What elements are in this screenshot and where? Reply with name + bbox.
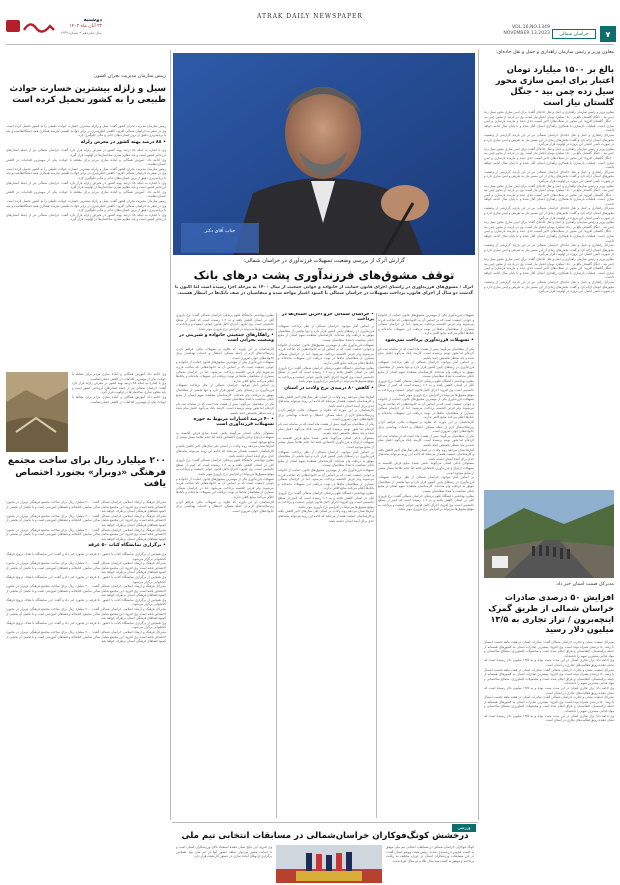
left-body-text6: وی ادامه داد: آموزش همگانی و آماده سازی مردم برای مقابله با حوادث یکی از مهمترین اقدامات در کاهش خسارت‌هاست. <box>6 189 166 199</box>
left-photo <box>6 372 68 452</box>
center-col2-text6: یکی از متقاضیان می‌گوید: بیش از هشت ماه است که در سامانه ثبت نام کرده‌ام اما هنوز نوبتم نرسیده است. کارمند بانک می‌گوید اعتبار تمام شده و باید منتظر تخصیص جدید باشیم. <box>278 422 374 436</box>
right-story2-headline: افزایش ۵۰ درصدی صادرات خراسان شمالی از طریق گمرک اینچه‌برون / تراز تجاری به ۱۳/۵ میلیون دلار رسید <box>488 592 614 635</box>
right-headline: بالغ بر ۱۵۰۰ میلیارد تومان اعتبار برای ایمن سازی محور سیل زده چمن بید - جنگل گلستان نیاز است <box>495 64 614 107</box>
day-name: دوشنبه <box>83 17 102 23</box>
masthead-bar <box>0 0 620 52</box>
bottom-divider <box>172 822 478 823</box>
right-body-text9: معاون وزیر و رئیس سازمان راهداری و حمل و نقل جاده‌ای گفت: برای ایمن سازی محور سیل زده چمن بید - جنگل گلستان بالغ بر ۱۵۰۰ میلیارد تومان اعتبار نیاز است. وی در بازدید از محور چمن بید - جنگل گلستان افزود: این محور در سیلاب‌های اخیر آسیب جدی دیده و نیازمند بازسازی و ایمن سازی است. عملیات بازسازی با همکاری راهداری استان آغاز شده و تا پایان سال ادامه خواهد داشت. <box>484 257 614 280</box>
center-col2-text9: تسهیلات فرزندآوری یکی از مهمترین مشوق‌های قانون حمایت از خانواده و جوانی جمعیت است که بر اساس آن به خانواده‌هایی که صاحب فرزند می‌شوند وام قرض الحسنه پرداخت می‌شود. اما در خراسان شمالی بسیاری از متقاضیان ماه‌ها در نوبت دریافت این تسهیلات مانده‌اند و بانک‌ها اعلام می‌کنند منابع کافی ندارند. <box>278 468 374 491</box>
left-headline: سیل و زلزله بیشترین خسارت حوادث طبیعی را به کشور تحمیل کرده است <box>9 84 166 105</box>
right-column-divider <box>478 50 479 820</box>
right-body <box>484 110 614 490</box>
center-col3-text9: تسهیلات فرزندآوری یکی از مهمترین مشوق‌های قانون حمایت از خانواده و جوانی جمعیت است که بر اساس آن به خانواده‌هایی که صاحب فرزند می‌شوند وام قرض الحسنه پرداخت می‌شود. اما در خراسان شمالی بسیاری از متقاضیان ماه‌ها در نوبت دریافت این تسهیلات مانده‌اند و بانک‌ها اعلام می‌کنند منابع کافی ندارند. <box>176 476 274 499</box>
left-kicker: رییس سازمان مدیریت بحران کشور: <box>93 74 166 79</box>
left-body-text4: رییس سازمان مدیریت بحران کشور گفت: سیل و زلزله بیشترین خسارت حوادث طبیعی را به کشور تحمیل کرده است. وی در سفر به خراسان شمالی افزود: کاهش خطرپذیری در برابر حوادث طبیعی نیازمند همکاری همه دستگاه‌هاست و باید با برنامه‌ریزی دقیق از بروز خسارت‌های جانی و مالی جلوگیری کرد. <box>6 166 166 180</box>
center-col2-text: بر اساس آمار موجود، خراسان شمالی از نظر پرداخت تسهیلات فرزندآوری در رتبه‌های پایین کشور قرار دارد و تنها بخشی از متقاضیان موفق به دریافت وام شده‌اند. کارشناسان معتقدند سهم استان از منابع بانکی متناسب با تعداد متقاضیان نیست. <box>278 324 374 342</box>
center-col2-text11: آمارها نشان می‌دهد روند ولادت در استان طی سال‌های اخیر کاهش یافته و کارشناسان جمعیت هشدار می‌دهند که ادامه این روند می‌تواند پیامدهای جدی برای آینده استان داشته باشد. <box>278 509 374 523</box>
date-english: NOVEMBER 13.2023 <box>503 31 550 36</box>
right-story2-text3: مدیرکل صنعت، معدن و تجارت خراسان شمالی گفت: صادرات استان در هفت ماهه نخست امسال با رشد ۵۰ درصدی همراه بوده است. وی افزود: بیشترین صادرات استان به کشورهای همسایه از جمله ترکمنستان، افغانستان و عراق انجام شده است و محصولات کشاورزی، مصالح ساختمانی و مواد غذایی بیشترین سهم را داشته‌اند. <box>484 667 614 686</box>
masthead-title: ATRAK DAILY NEWSPAPER <box>257 13 363 20</box>
right-story2-text2: وی ادامه داد: تراز تجاری استان در این مدت مثبت بوده و به ۱۳/۵ میلیون دلار رسیده است که نشان دهنده رونق فعالیت‌های تجاری در استان است. <box>484 658 614 667</box>
center-col2-text10: معاون بهداشتی دانشگاه علوم پزشکی خراسان شمالی گفت: نرخ باروری کلی در استان کاهش یافته و به ۱.۹ رسیده است که کمتر از سطح جانشینی است. وی افزود: اجرای کامل قانون جوانی جمعیت و پرداخت به موقع مشوق‌ها می‌تواند در افزایش نرخ باروری موثر باشد. <box>278 490 374 509</box>
left-side-text2: وی با اشاره به اینکه ۸۸ درصد پهنه کشور در معرض زلزله قرار دارد گفت: خراسان شمالی نیز از جمله استان‌های لرزه‌خیز کشور است و باید مقاوم سازی ساختمان‌ها در اولویت قرار گیرد. <box>72 381 166 395</box>
page-number: ۷ <box>605 29 611 39</box>
center-col3-text3: تسهیلات فرزندآوری یکی از مهمترین مشوق‌های قانون حمایت از خانواده و جوانی جمعیت است که بر اساس آن به خانواده‌هایی که صاحب فرزند می‌شوند وام قرض الحسنه پرداخت می‌شود. اما در خراسان شمالی بسیاری از متقاضیان ماه‌ها در نوبت دریافت این تسهیلات مانده‌اند و بانک‌ها اعلام می‌کنند منابع کافی ندارند. <box>176 360 274 383</box>
left-story2-text6: وی همچنین از برگزاری نمایشگاه کتاب با حضور ۵۰ غرفه در بجنورد خبر داد و گفت: این نمایشگاه با هدف ترویج فرهنگ کتابخوانی برگزار می‌شود. <box>6 574 166 584</box>
center-col3-text4: بر اساس آمار موجود، خراسان شمالی از نظر پرداخت تسهیلات فرزندآوری در رتبه‌های پایین کشور قرار دارد و تنها بخشی از متقاضیان موفق به دریافت وام شده‌اند. کارشناسان معتقدند سهم استان از منابع بانکی متناسب با تعداد متقاضیان نیست. <box>176 383 274 402</box>
center-col1-text9: مسئولان بانکی استان می‌گویند بخش عمده منابع قرض الحسنه به تسهیلات ازدواج و فرزندآوری اختصاص یافته اما حجم تقاضا بسیار بیشتر از منابع موجود است. <box>378 461 474 475</box>
center-col3-text7: آمارها نشان می‌دهد روند ولادت در استان طی سال‌های اخیر کاهش یافته و کارشناسان جمعیت هشدار می‌دهند که ادامه این روند می‌تواند پیامدهای جدی برای آینده استان داشته باشد. <box>176 444 274 458</box>
center-col2-sub2: • کاهش ۸۰ درصدی نرخ ولادت در استان <box>284 385 374 391</box>
center-col1-text11: معاون بهداشتی دانشگاه علوم پزشکی خراسان شمالی گفت: نرخ باروری کلی در استان کاهش یافته و به ۱.۹ رسیده است که کمتر از سطح جانشینی است. وی افزود: اجرای کامل قانون جوانی جمعیت و پرداخت به موقع مشوق‌ها می‌تواند در افزایش نرخ باروری موثر باشد. <box>378 493 474 512</box>
center-col3-sub2: • ۴۰ درصد اعتبارات مربوط به حوزه تسهیلات فرزندآوری است <box>193 417 274 428</box>
date-persian: ۲۲ آبان ماه ۱۴۰۲ <box>69 24 102 29</box>
right-body-text5: معاون وزیر و رئیس سازمان راهداری و حمل و نقل جاده‌ای گفت: برای ایمن سازی محور سیل زده چمن بید - جنگل گلستان بالغ بر ۱۵۰۰ میلیارد تومان اعتبار نیاز است. وی در بازدید از محور چمن بید - جنگل گلستان افزود: این محور در سیلاب‌های اخیر آسیب جدی دیده و نیازمند بازسازی و ایمن سازی است. عملیات بازسازی با همکاری راهداری استان آغاز شده و تا پایان سال ادامه خواهد داشت. <box>484 183 614 206</box>
center-kicker: گزارش آترک از بررسی وضعیت تسهیلات فرزندآوری در خراسان شمالی: <box>243 258 405 264</box>
right-story2-text4: وی ادامه داد: تراز تجاری استان در این مدت مثبت بوده و به ۱۳/۵ میلیون دلار رسیده است که نشان دهنده رونق فعالیت‌های تجاری در استان است. <box>484 685 614 695</box>
right-story2-text5: مدیرکل صنعت، معدن و تجارت خراسان شمالی گفت: صادرات استان در هفت ماهه نخست امسال با رشد ۵۰ درصدی همراه بوده است. وی افزود: بیشترین صادرات استان به کشورهای همسایه از جمله ترکمنستان، افغانستان و عراق انجام شده است و محصولات کشاورزی، مصالح ساختمانی و مواد غذایی بیشترین سهم را داشته‌اند. <box>484 695 614 713</box>
center-col2-text5: کارشناسان بر این باورند که علاوه بر تسهیلات مالی، فراهم کردن زیرساخت‌های لازم از جمله مسکن، اشتغال و خدمات بهداشتی برای خانواده‌های جوان ضروری است. <box>278 408 374 422</box>
right-body-text8: مدیرکل راهداری و حمل و نقل جاده‌ای خراسان شمالی نیز در این بازدید گزارشی از وضعیت محورهای استان ارائه کرد و گفت: بخش‌های زیادی از این مسیر نیاز به تعریض و ایمن سازی دارد و در صورت تأمین اعتبار، این پروژه در اولویت قرار می‌گیرد. <box>484 243 614 257</box>
left-sub: • ۸۸ درصد پهنه کشور در معرض زلزله <box>80 139 166 145</box>
center-col2-text3: معاون بهداشتی دانشگاه علوم پزشکی خراسان شمالی گفت: نرخ باروری کلی در استان کاهش یافته و به ۱.۹ رسیده است که کمتر از سطح جانشینی است. وی افزود: اجرای کامل قانون جوانی جمعیت و پرداخت به موقع مشوق‌ها می‌تواند در افزایش نرخ باروری موثر باشد. <box>278 365 374 384</box>
right-body-text2: مدیرکل راهداری و حمل و نقل جاده‌ای خراسان شمالی نیز در این بازدید گزارشی از وضعیت محورهای استان ارائه کرد و گفت: بخش‌های زیادی از این مسیر نیاز به تعریض و ایمن سازی دارد و در صورت تأمین اعتبار، این پروژه در اولویت قرار می‌گیرد. <box>484 132 614 147</box>
page-number-box <box>600 26 616 42</box>
center-col2-text8: بر اساس آمار موجود، خراسان شمالی از نظر پرداخت تسهیلات فرزندآوری در رتبه‌های پایین کشور قرار دارد و تنها بخشی از متقاضیان موفق به دریافت وام شده‌اند. کارشناسان معتقدند سهم استان از منابع بانکی متناسب با تعداد متقاضیان نیست. <box>278 449 374 468</box>
center-lead: آترک / مشوق‌های فرزندآوری در راستای اجرای قانون حمایت از خانواده و جوانی جمعیت از سال ۱۴۰۰ به مرحله اجرا رسیده است اما اکنون با گذشت دو سال از اجرای قانون، پرداخت تسهیلات در خراسان شمالی با کمبود اعتبار مواجه شده و متقاضیان در صف بانک‌ها در انتظار هستند. <box>175 285 473 296</box>
left-story2-text3: مدیرکل فرهنگ و ارشاد اسلامی خراسان شمالی گفت: ۲۰۰ میلیارد ریال برای ساخت مجتمع فرهنگی دوبرار در بجنورد اختصاص یافته است. وی افزود: این مجتمع شامل سالن نمایش، کتابخانه و فضاهای آموزشی است و با تکمیل آن بخشی از کمبود فضاهای فرهنگی استان برطرف خواهد شد. <box>6 527 166 541</box>
center-col3-sub: • راهکارهای جمعیتی خانواده و شیرینی در وضعیت بحرانی است <box>178 333 274 343</box>
center-col-2 <box>278 313 374 818</box>
center-col2-sub: • خراسان شمالی جزو آخرین استان‌ها در پرداخت <box>281 313 374 322</box>
left-side-text: وی ادامه داد: آموزش همگانی و آماده سازی مردم برای مقابله با حوادث یکی از مهمترین اقدامات در کاهش خسارت‌هاست. <box>72 372 166 381</box>
right-story2-text6: وی ادامه داد: تراز تجاری استان در این مدت مثبت بوده و به ۱۳/۵ میلیون دلار رسیده است که نشان دهنده رونق فعالیت‌های تجاری در استان است. <box>484 713 614 723</box>
center-col1-text3: بر اساس آمار موجود، خراسان شمالی از نظر پرداخت تسهیلات فرزندآوری در رتبه‌های پایین کشور قرار دارد و تنها بخشی از متقاضیان موفق به دریافت وام شده‌اند. کارشناسان معتقدند سهم استان از منابع بانکی متناسب با تعداد متقاضیان نیست. <box>378 360 474 379</box>
bottom-tag: ورزشی <box>452 824 476 832</box>
left-photo-side-text <box>72 372 166 452</box>
center-col1-text10: بر اساس آمار موجود، خراسان شمالی از نظر پرداخت تسهیلات فرزندآوری در رتبه‌های پایین کشور قرار دارد و تنها بخشی از متقاضیان موفق به دریافت وام شده‌اند. کارشناسان معتقدند سهم استان از منابع بانکی متناسب با تعداد متقاضیان نیست. <box>378 475 474 493</box>
right-story2-text: مدیرکل صنعت، معدن و تجارت خراسان شمالی گفت: صادرات استان در هفت ماهه نخست امسال با رشد ۵۰ درصدی همراه بوده است. وی افزود: بیشترین صادرات استان به کشورهای همسایه از جمله ترکمنستان، افغانستان و عراق انجام شده است و محصولات کشاورزی، مصالح ساختمانی و مواد غذایی بیشترین سهم را داشته‌اند. <box>484 640 614 658</box>
left-body-text3: وی ادامه داد: آموزش همگانی و آماده سازی مردم برای مقابله با حوادث یکی از مهمترین اقدامات در کاهش خسارت‌هاست. <box>6 157 166 167</box>
right-body-text10: مدیرکل راهداری و حمل و نقل جاده‌ای خراسان شمالی نیز در این بازدید گزارشی از وضعیت محورهای استان ارائه کرد و گفت: بخش‌های زیادی از این مسیر نیاز به تعریض و ایمن سازی دارد و در صورت تأمین اعتبار، این پروژه در اولویت قرار می‌گیرد. <box>484 279 614 294</box>
bottom-body-left <box>176 845 272 883</box>
right-body-text6: مدیرکل راهداری و حمل و نقل جاده‌ای خراسان شمالی نیز در این بازدید گزارشی از وضعیت محورهای استان ارائه کرد و گفت: بخش‌های زیادی از این مسیر نیاز به تعریض و ایمن سازی دارد و در صورت تأمین اعتبار، این پروژه در اولویت قرار می‌گیرد. <box>484 206 614 220</box>
center-col3-text8: معاون بهداشتی دانشگاه علوم پزشکی خراسان شمالی گفت: نرخ باروری کلی در استان کاهش یافته و به ۱.۹ رسیده است که کمتر از سطح جانشینی است. وی افزود: اجرای کامل قانون جوانی جمعیت و پرداخت به موقع مشوق‌ها می‌تواند در افزایش نرخ باروری موثر باشد. <box>176 458 274 476</box>
right-body-text4: مدیرکل راهداری و حمل و نقل جاده‌ای خراسان شمالی نیز در این بازدید گزارشی از وضعیت محورهای استان ارائه کرد و گفت: بخش‌های زیادی از این مسیر نیاز به تعریض و ایمن سازی دارد و در صورت تأمین اعتبار، این پروژه در اولویت قرار می‌گیرد. <box>484 169 614 183</box>
center-col3-text: معاون بهداشتی دانشگاه علوم پزشکی خراسان شمالی گفت: نرخ باروری کلی در استان کاهش یافته و به ۱.۹ رسیده است که کمتر از سطح جانشینی است. وی افزود: اجرای کامل قانون جوانی جمعیت و پرداخت به موقع مشوق‌ها می‌تواند در افزایش نرخ باروری موثر باشد. <box>176 313 274 331</box>
left-story2-text: مدیرکل فرهنگ و ارشاد اسلامی خراسان شمالی گفت: ۲۰۰ میلیارد ریال برای ساخت مجتمع فرهنگی دوبرار در بجنورد اختصاص یافته است. وی افزود: این مجتمع شامل سالن نمایش، کتابخانه و فضاهای آموزشی است و با تکمیل آن بخشی از کمبود فضاهای فرهنگی استان برطرف خواهد شد. <box>6 500 166 514</box>
left-body-text8: وی با اشاره به اینکه ۸۸ درصد پهنه کشور در معرض زلزله قرار دارد گفت: خراسان شمالی نیز از جمله استان‌های لرزه‌خیز کشور است و باید مقاوم سازی ساختمان‌ها در اولویت قرار گیرد. <box>6 212 166 222</box>
center-col-1 <box>378 313 474 818</box>
left-story2-text7: مدیرکل فرهنگ و ارشاد اسلامی خراسان شمالی گفت: ۲۰۰ میلیارد ریال برای ساخت مجتمع فرهنگی دوبرار در بجنورد اختصاص یافته است. وی افزود: این مجتمع شامل سالن نمایش، کتابخانه و فضاهای آموزشی است و با تکمیل آن بخشی از کمبود فضاهای فرهنگی استان برطرف خواهد شد. <box>6 584 166 598</box>
left-body-text: رییس سازمان مدیریت بحران کشور گفت: سیل و زلزله بیشترین خسارت حوادث طبیعی را به کشور تحمیل کرده است. وی در سفر به خراسان شمالی افزود: کاهش خطرپذیری در برابر حوادث طبیعی نیازمند همکاری همه دستگاه‌هاست و باید با برنامه‌ریزی دقیق از بروز خسارت‌های جانی و مالی جلوگیری کرد. <box>6 124 166 138</box>
left-body <box>6 124 166 370</box>
nameplate-text: جناب آقای دکتر <box>204 229 236 234</box>
left-story2-sub: • برگزاری نمایشگاه کتاب ۵۰ غرفه <box>88 543 166 549</box>
center-headline: توقف مشوق‌های فرزندآوری پشت درهای بانک <box>193 268 455 282</box>
left-body-text5: وی با اشاره به اینکه ۸۸ درصد پهنه کشور در معرض زلزله قرار دارد گفت: خراسان شمالی نیز از جمله استان‌های لرزه‌خیز کشور است و باید مقاوم سازی ساختمان‌ها در اولویت قرار گیرد. <box>6 180 166 190</box>
right-body-text3: معاون وزیر و رئیس سازمان راهداری و حمل و نقل جاده‌ای گفت: برای ایمن سازی محور سیل زده چمن بید - جنگل گلستان بالغ بر ۱۵۰۰ میلیارد تومان اعتبار نیاز است. وی در بازدید از محور چمن بید - جنگل گلستان افزود: این محور در سیلاب‌های اخیر آسیب جدی دیده و نیازمند بازسازی و ایمن سازی است. عملیات بازسازی با همکاری راهداری استان آغاز شده و تا پایان سال ادامه خواهد داشت. <box>484 146 614 170</box>
center-col-divider-2 <box>276 313 277 818</box>
center-col1-text5: تسهیلات فرزندآوری یکی از مهمترین مشوق‌های قانون حمایت از خانواده و جوانی جمعیت است که بر اساس آن به خانواده‌هایی که صاحب فرزند می‌شوند وام قرض الحسنه پرداخت می‌شود. اما در خراسان شمالی بسیاری از متقاضیان ماه‌ها در نوبت دریافت این تسهیلات مانده‌اند و بانک‌ها اعلام می‌کنند منابع کافی ندارند. <box>378 397 474 420</box>
left-column-divider <box>170 50 171 820</box>
center-col3-text5: یکی از متقاضیان می‌گوید: بیش از هشت ماه است که در سامانه ثبت نام کرده‌ام اما هنوز نوبتم نرسیده است. کارمند بانک می‌گوید اعتبار تمام شده و باید منتظر تخصیص جدید باشیم. <box>176 401 274 415</box>
left-story2-text8: وی همچنین از برگزاری نمایشگاه کتاب با حضور ۵۰ غرفه در بجنورد خبر داد و گفت: این نمایشگاه با هدف ترویج فرهنگ کتابخوانی برگزار می‌شود. <box>6 597 166 607</box>
left-side-text3: وی ادامه داد: آموزش همگانی و آماده سازی مردم برای مقابله با حوادث یکی از مهمترین اقدامات در کاهش خسارت‌هاست. <box>72 394 166 404</box>
right-kicker: معاون وزیر و رئیس سازمان راهداری و حمل و نقل جاده‌ای: <box>495 50 614 55</box>
right-body-text: معاون وزیر و رئیس سازمان راهداری و حمل و نقل جاده‌ای گفت: برای ایمن سازی محور سیل زده چمن بید - جنگل گلستان بالغ بر ۱۵۰۰ میلیارد تومان اعتبار نیاز است. وی در بازدید از محور چمن بید - جنگل گلستان افزود: این محور در سیلاب‌های اخیر آسیب جدی دیده و نیازمند بازسازی و ایمن سازی است. عملیات بازسازی با همکاری راهداری استان آغاز شده و تا پایان سال ادامه خواهد داشت. <box>484 110 614 133</box>
center-photo <box>173 53 475 255</box>
center-col2-text2: تسهیلات فرزندآوری یکی از مهمترین مشوق‌های قانون حمایت از خانواده و جوانی جمعیت است که بر اساس آن به خانواده‌هایی که صاحب فرزند می‌شوند وام قرض الحسنه پرداخت می‌شود. اما در خراسان شمالی بسیاری از متقاضیان ماه‌ها در نوبت دریافت این تسهیلات مانده‌اند و بانک‌ها اعلام می‌کنند منابع کافی ندارند. <box>278 342 374 365</box>
left-story2-text2: مدیرکل فرهنگ و ارشاد اسلامی خراسان شمالی گفت: ۲۰۰ میلیارد ریال برای ساخت مجتمع فرهنگی دوبرار در بجنورد اختصاص یافته است. وی افزود: این مجتمع شامل سالن نمایش، کتابخانه و فضاهای آموزشی است و با تکمیل آن بخشی از کمبود فضاهای فرهنگی استان برطرف خواهد شد. <box>6 513 166 527</box>
center-col1-sub: • تسهیلات فرزندآوری پرداخت نمی‌شود <box>385 337 474 343</box>
header-divider <box>6 44 614 45</box>
center-col1-text6: کارشناسان بر این باورند که علاوه بر تسهیلات مالی، فراهم کردن زیرساخت‌های لازم از جمله مسکن، اشتغال و خدمات بهداشتی برای خانواده‌های جوان ضروری است. <box>378 420 474 434</box>
center-col1-text2: یکی از متقاضیان می‌گوید: بیش از هشت ماه است که در سامانه ثبت نام کرده‌ام اما هنوز نوبتم نرسیده است. کارمند بانک می‌گوید اعتبار تمام شده و باید منتظر تخصیص جدید باشیم. <box>378 346 474 360</box>
section-label: خراسان شمالی <box>552 29 596 39</box>
center-col1-text4: معاون بهداشتی دانشگاه علوم پزشکی خراسان شمالی گفت: نرخ باروری کلی در استان کاهش یافته و به ۱.۹ رسیده است که کمتر از سطح جانشینی است. وی افزود: اجرای کامل قانون جوانی جمعیت و پرداخت به موقع مشوق‌ها می‌تواند در افزایش نرخ باروری موثر باشد. <box>378 378 474 397</box>
left-story2-text4: وی همچنین از برگزاری نمایشگاه کتاب با حضور ۵۰ غرفه در بجنورد خبر داد و گفت: این نمایشگاه با هدف ترویج فرهنگ کتابخوانی برگزار می‌شود. <box>6 551 166 561</box>
bottom-headline: درخشش کونگ‌فوکاران خراسان‌شمالی در مسابقات انتخابی تیم ملی <box>181 831 469 841</box>
bottom-body-right <box>386 845 474 883</box>
center-col-divider-1 <box>376 313 377 818</box>
center-col1-text7: یکی از متقاضیان می‌گوید: بیش از هشت ماه است که در سامانه ثبت نام کرده‌ام اما هنوز نوبتم نرسیده است. کارمند بانک می‌گوید اعتبار تمام شده و باید منتظر تخصیص جدید باشیم. <box>378 433 474 448</box>
bottom-photo <box>276 845 382 883</box>
left-story2-text11: مدیرکل فرهنگ و ارشاد اسلامی خراسان شمالی گفت: ۲۰۰ میلیارد ریال برای ساخت مجتمع فرهنگی دوبرار در بجنورد اختصاص یافته است. وی افزود: این مجتمع شامل سالن نمایش، کتابخانه و فضاهای آموزشی است و با تکمیل آن بخشی از کمبود فضاهای فرهنگی استان برطرف خواهد شد. <box>6 630 166 644</box>
center-col3-text2: کارشناسان بر این باورند که علاوه بر تسهیلات مالی، فراهم کردن زیرساخت‌های لازم از جمله مسکن، اشتغال و خدمات بهداشتی برای خانواده‌های جوان ضروری است. <box>176 346 274 360</box>
center-col-3 <box>176 313 274 818</box>
left-body-text7: رییس سازمان مدیریت بحران کشور گفت: سیل و زلزله بیشترین خسارت حوادث طبیعی را به کشور تحمیل کرده است. وی در سفر به خراسان شمالی افزود: کاهش خطرپذیری در برابر حوادث طبیعی نیازمند همکاری همه دستگاه‌هاست و باید با برنامه‌ریزی دقیق از بروز خسارت‌های جانی و مالی جلوگیری کرد. <box>6 198 166 213</box>
center-col3-text10: کارشناسان بر این باورند که علاوه بر تسهیلات مالی، فراهم کردن زیرساخت‌های لازم از جمله مسکن، اشتغال و خدمات بهداشتی برای خانواده‌های جوان ضروری است. <box>176 499 274 513</box>
right-story2-body <box>484 640 614 880</box>
center-col2-text7: مسئولان بانکی استان می‌گویند بخش عمده منابع قرض الحسنه به تسهیلات ازدواج و فرزندآوری اختصاص یافته اما حجم تقاضا بسیار بیشتر از منابع موجود است. <box>278 435 374 450</box>
right-body-text7: معاون وزیر و رئیس سازمان راهداری و حمل و نقل جاده‌ای گفت: برای ایمن سازی محور سیل زده چمن بید - جنگل گلستان بالغ بر ۱۵۰۰ میلیارد تومان اعتبار نیاز است. وی در بازدید از محور چمن بید - جنگل گلستان افزود: این محور در سیلاب‌های اخیر آسیب جدی دیده و نیازمند بازسازی و ایمن سازی است. عملیات بازسازی با همکاری راهداری استان آغاز شده و تا پایان سال ادامه خواهد داشت. <box>484 220 614 243</box>
left-story2-text9: مدیرکل فرهنگ و ارشاد اسلامی خراسان شمالی گفت: ۲۰۰ میلیارد ریال برای ساخت مجتمع فرهنگی دوبرار در بجنورد اختصاص یافته است. وی افزود: این مجتمع شامل سالن نمایش، کتابخانه و فضاهای آموزشی است و با تکمیل آن بخشی از کمبود فضاهای فرهنگی استان برطرف خواهد شد. <box>6 607 166 621</box>
left-body-text2: وی با اشاره به اینکه ۸۸ درصد پهنه کشور در معرض زلزله قرار دارد گفت: خراسان شمالی نیز از جمله استان‌های لرزه‌خیز کشور است و باید مقاوم سازی ساختمان‌ها در اولویت قرار گیرد. <box>6 148 166 157</box>
left-story2-body <box>6 500 166 880</box>
right-story2-kicker: مدیرکل صمت استان خبر داد: <box>555 582 614 587</box>
vol-number: VOL.16,NO.1349 <box>511 25 550 30</box>
left-story2-text5: مدیرکل فرهنگ و ارشاد اسلامی خراسان شمالی گفت: ۲۰۰ میلیارد ریال برای ساخت مجتمع فرهنگی دوبرار در بجنورد اختصاص یافته است. وی افزود: این مجتمع شامل سالن نمایش، کتابخانه و فضاهای آموزشی است و با تکمیل آن بخشی از کمبود فضاهای فرهنگی استان برطرف خواهد شد. <box>6 561 166 575</box>
bottom-body-text2: وی افزود: این نتایج نشان دهنده استعداد بالای ورزشکاران استان است و با حمایت بیشتر می‌توان شاهد حضور آنها در تیم ملی بود. همچنین برگزاری اردوهای آماده سازی در دستور کار هیئت قرار دارد. <box>176 845 272 859</box>
center-col1-text8: آمارها نشان می‌دهد روند ولادت در استان طی سال‌های اخیر کاهش یافته و کارشناسان جمعیت هشدار می‌دهند که ادامه این روند می‌تواند پیامدهای جدی برای آینده استان داشته باشد. <box>378 447 474 461</box>
center-col1-text: تسهیلات فرزندآوری یکی از مهمترین مشوق‌های قانون حمایت از خانواده و جوانی جمعیت است که بر اساس آن به خانواده‌هایی که صاحب فرزند می‌شوند وام قرض الحسنه پرداخت می‌شود. اما در خراسان شمالی بسیاری از متقاضیان ماه‌ها در نوبت دریافت این تسهیلات مانده‌اند و بانک‌ها اعلام می‌کنند منابع کافی ندارند. <box>378 313 474 336</box>
issue-line: سال شانزدهم • شماره ۱۳۴۹ <box>60 31 102 35</box>
center-col2-text4: آمارها نشان می‌دهد روند ولادت در استان طی سال‌های اخیر کاهش یافته و کارشناسان جمعیت هشدار می‌دهند که ادامه این روند می‌تواند پیامدهای جدی برای آینده استان داشته باشد. <box>278 394 374 408</box>
left-story2-headline: ۲۰۰ میلیارد ریال برای ساخت مجتمع فرهنگی «دوبرار» بجنورد اختصاص یافت <box>7 456 166 490</box>
right-photo <box>484 490 614 578</box>
center-col3-text6: مسئولان بانکی استان می‌گویند بخش عمده منابع قرض الحسنه به تسهیلات ازدواج و فرزندآوری اختصاص یافته اما حجم تقاضا بسیار بیشتر از منابع موجود است. <box>176 430 274 444</box>
left-story2-text10: وی همچنین از برگزاری نمایشگاه کتاب با حضور ۵۰ غرفه در بجنورد خبر داد و گفت: این نمایشگاه با هدف ترویج فرهنگ کتابخوانی برگزار می‌شود. <box>6 620 166 630</box>
bottom-body-text: کونگ فوکاران خراسان شمالی در مسابقات انتخابی تیم ملی موفق به کسب عناوین ارزشمندی شدند. رئیس هیئت ووشو استان گفت: در این مسابقات ورزشکاران استان در اوزان مختلف به رقابت پرداختند و موفق به کسب سه مدال طلا و دو مدال نقره شدند. <box>386 845 474 863</box>
